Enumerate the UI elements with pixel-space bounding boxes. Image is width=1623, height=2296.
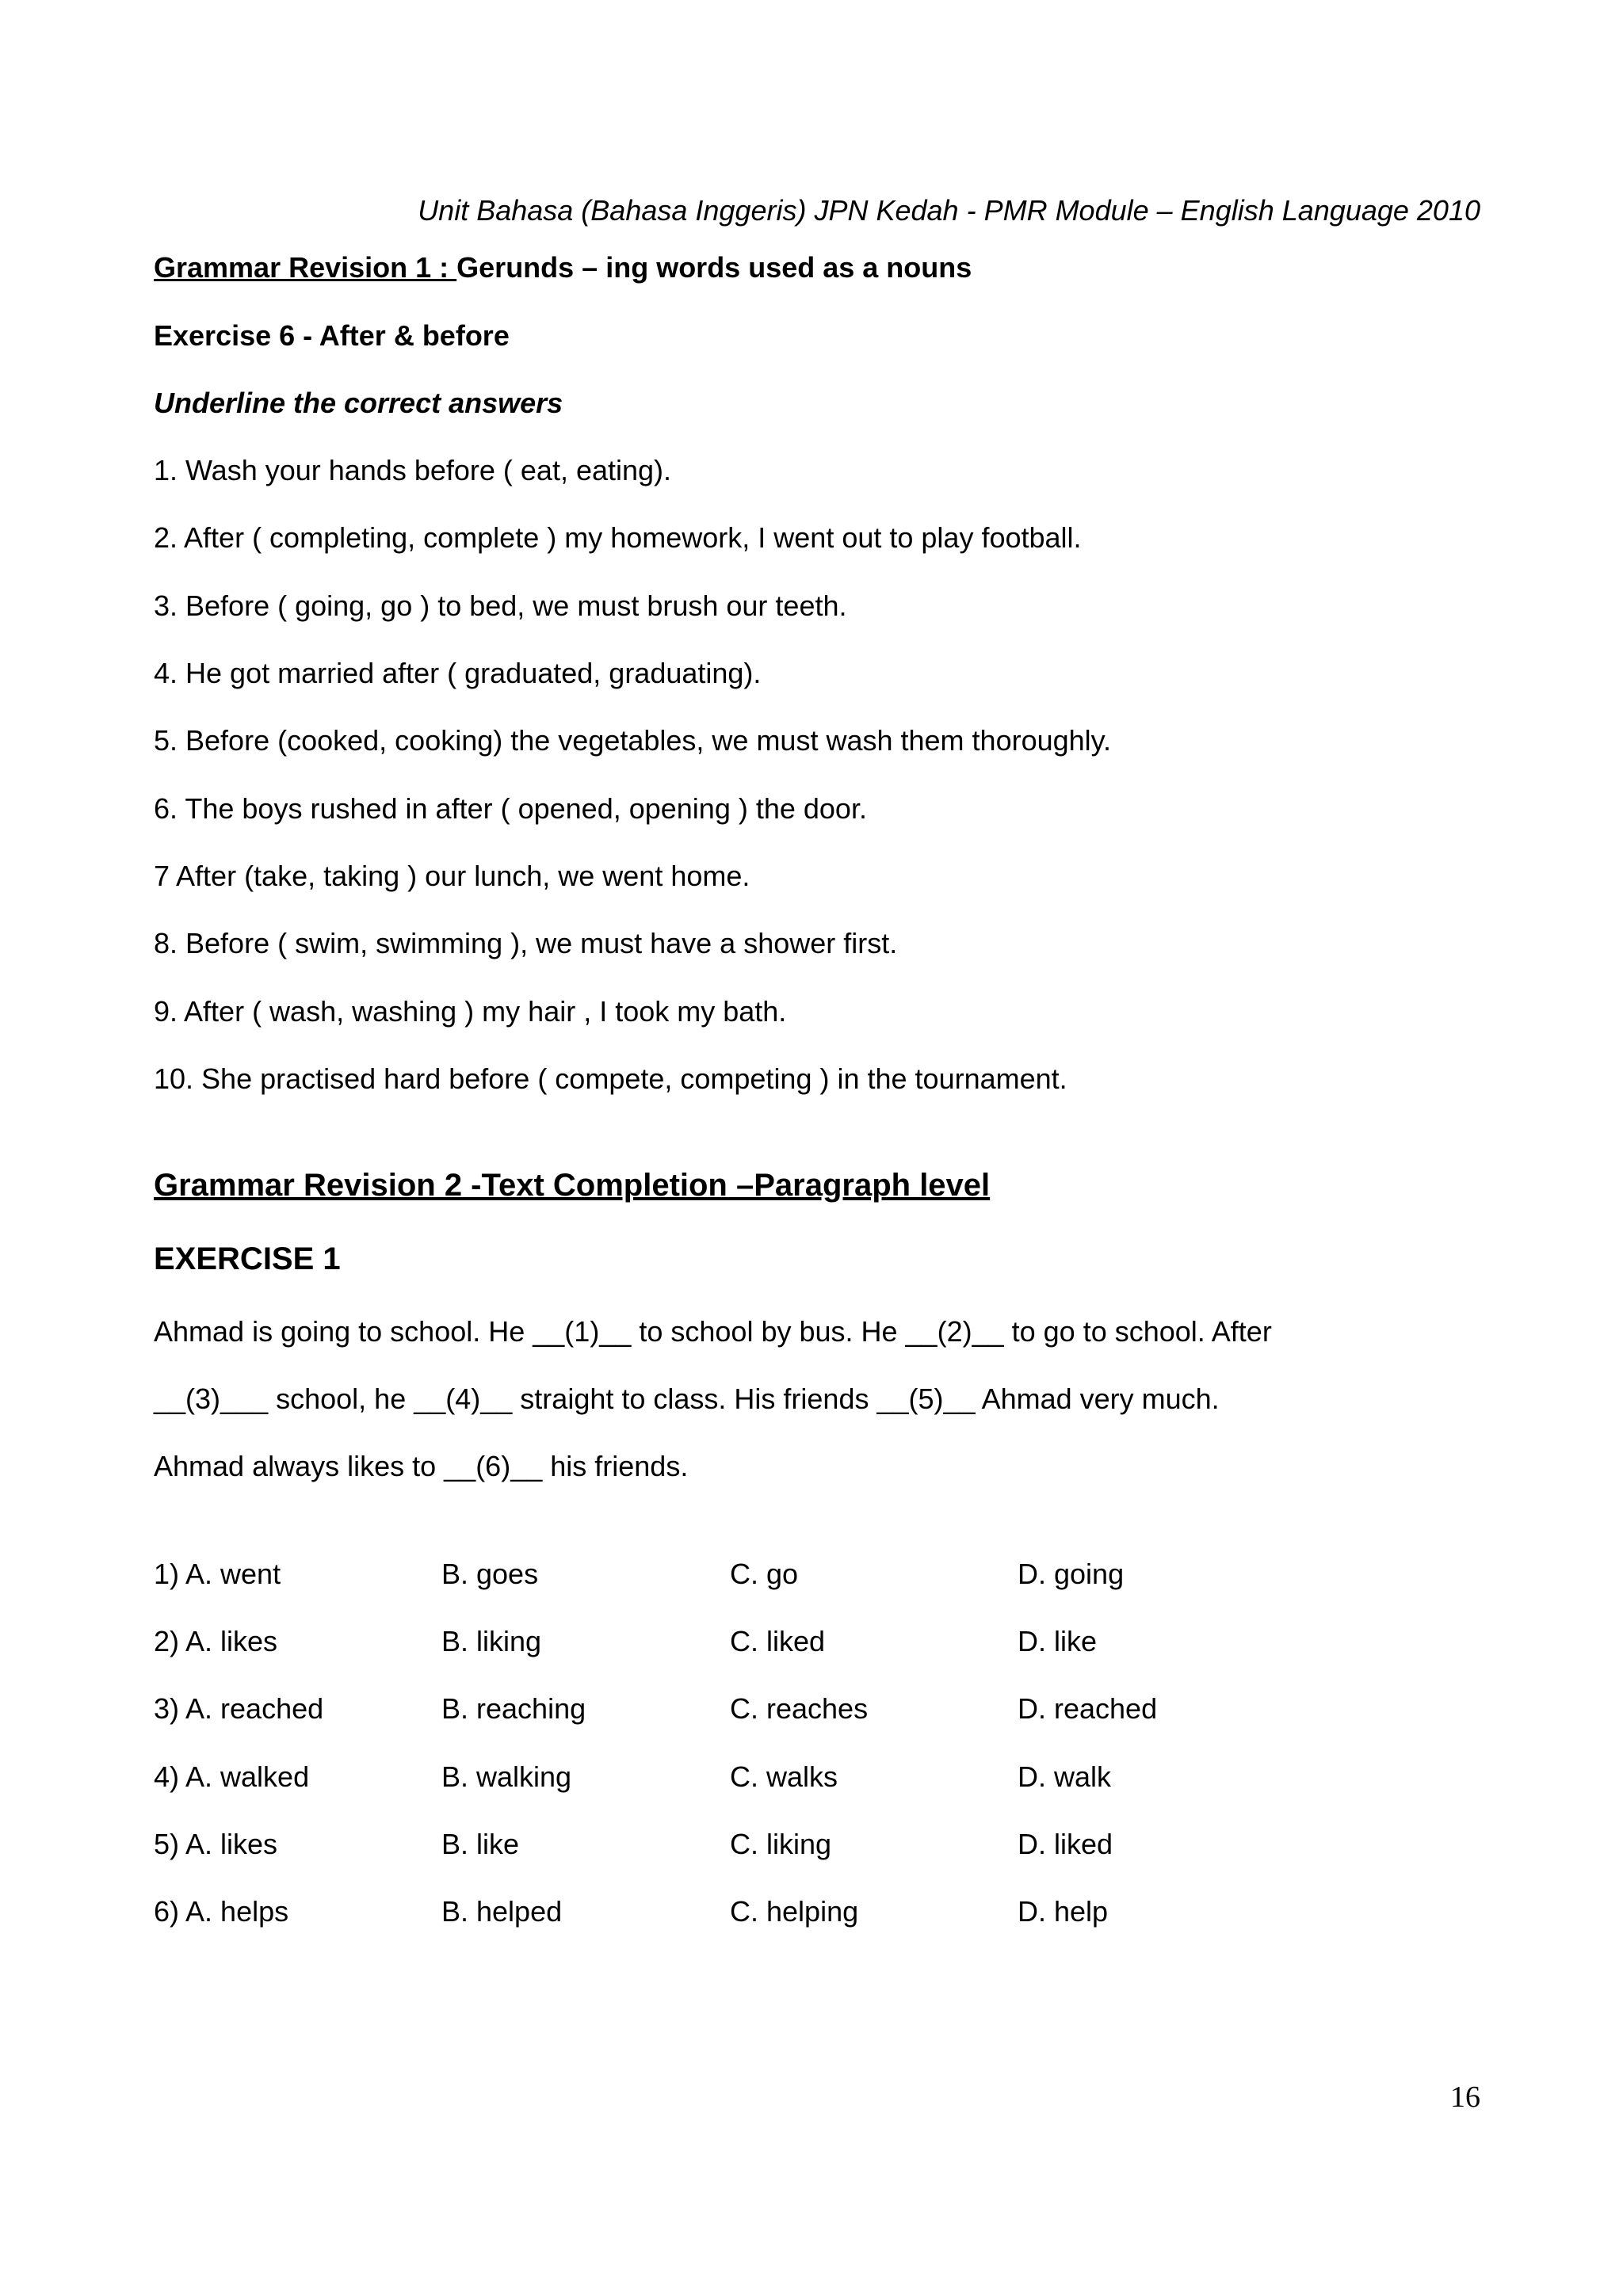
passage-line: __(3)___ school, he __(4)__ straight to class. His friends __(5)__ Ahmad very much.: [154, 1383, 1220, 1415]
section1-title-rest: Gerunds – ing words used as a nouns: [456, 251, 972, 284]
exercise-item: 5. Before (cooked, cooking) the vegetables, we must wash them thoroughly.: [154, 724, 1111, 757]
section1-title-underlined: Grammar Revision 1 :: [154, 251, 457, 284]
option-a: 3) A. reached: [154, 1692, 324, 1725]
exercise-item: 10. She practised hard before ( compete, competing ) in the tournament.: [154, 1062, 1067, 1095]
exercise-item: 4. He got married after ( graduated, graduating).: [154, 657, 762, 689]
option-c: C. liked: [730, 1625, 826, 1657]
exercise-item: 3. Before ( going, go ) to bed, we must brush our teeth.: [154, 589, 847, 622]
exercise-item: 1. Wash your hands before ( eat, eating).: [154, 454, 672, 486]
options-row: [154, 1691, 1501, 1726]
option-a: 2) A. likes: [154, 1625, 278, 1657]
options-row: [154, 1894, 1501, 1929]
options-row: [154, 1760, 1501, 1794]
passage-line: Ahmad always likes to __(6)__ his friends.: [154, 1450, 689, 1482]
option-d: D. walk: [1018, 1760, 1112, 1793]
exercise-item: 6. The boys rushed in after ( opened, opening ) the door.: [154, 792, 867, 825]
option-c: C. reaches: [730, 1692, 869, 1725]
option-b: B. like: [441, 1828, 520, 1860]
option-c: C. go: [730, 1558, 799, 1590]
option-c: C. helping: [730, 1895, 859, 1928]
section1-title: [154, 250, 972, 285]
running-header: Unit Bahasa (Bahasa Inggeris) JPN Kedah - PMR Module – English Language 2010: [418, 194, 1480, 227]
option-d: D. like: [1018, 1625, 1098, 1657]
option-a: 4) A. walked: [154, 1760, 310, 1793]
exercise-item: 9. After ( wash, washing ) my hair , I took my bath.: [154, 995, 787, 1028]
option-b: B. helped: [441, 1895, 563, 1928]
option-c: C. liking: [730, 1828, 832, 1860]
passage-line: Ahmad is going to school. He __(1)__ to school by bus. He __(2)__ to go to school. After: [154, 1315, 1272, 1348]
exercise-item: 8. Before ( swim, swimming ), we must have a shower first.: [154, 927, 898, 959]
option-d: D. going: [1018, 1558, 1125, 1590]
option-b: B. goes: [441, 1558, 539, 1590]
option-c: C. walks: [730, 1760, 838, 1793]
section2-title: Grammar Revision 2 -Text Completion –Paragraph level: [154, 1168, 991, 1203]
option-b: B. reaching: [441, 1692, 586, 1725]
option-d: D. help: [1018, 1895, 1109, 1928]
exercise6-title: Exercise 6 - After & before: [154, 319, 510, 352]
option-b: B. liking: [441, 1625, 542, 1657]
exercise1-title: EXERCISE 1: [154, 1241, 341, 1276]
options-row: [154, 1624, 1501, 1659]
option-a: 6) A. helps: [154, 1895, 289, 1928]
exercise-item: 7 After (take, taking ) our lunch, we went home.: [154, 860, 750, 892]
options-row: [154, 1827, 1501, 1862]
option-d: D. reached: [1018, 1692, 1158, 1725]
option-b: B. walking: [441, 1760, 572, 1793]
option-a: 5) A. likes: [154, 1828, 278, 1860]
page-number: 16: [1450, 2081, 1480, 2114]
options-row: [154, 1557, 1501, 1592]
instruction-text: Underline the correct answers: [154, 387, 563, 419]
exercise-item: 2. After ( completing, complete ) my homework, I went out to play football.: [154, 521, 1082, 554]
option-a: 1) A. went: [154, 1558, 281, 1590]
option-d: D. liked: [1018, 1828, 1113, 1860]
